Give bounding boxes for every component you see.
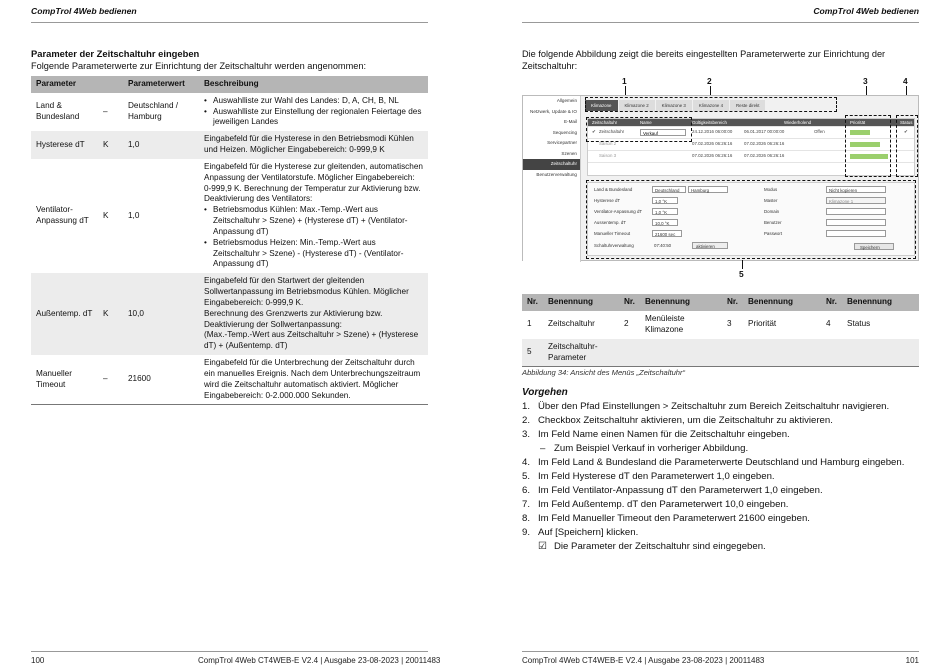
cell: 3 [727, 319, 732, 329]
step-text: Im Feld Hysterese dT den Parameterwert 1,0 eingeben. [538, 471, 775, 482]
col-name: Benennung [640, 294, 722, 311]
tab-klimazone-4[interactable]: Klimazone 4 [693, 100, 729, 111]
table-row [31, 93, 428, 131]
button-label: Speichern [860, 244, 880, 250]
settings-sidebar [523, 96, 581, 262]
desc-bullet: • Auswahlliste zur Einstellung der regionalen Feiertage des jeweiligen Landes [204, 107, 423, 129]
col-nr: Nr. [821, 294, 842, 311]
highlight-5 [586, 180, 916, 259]
desc-bullet: • Betriebsmodus Kühlen: Max.-Temp.-Wert aus Zeitschaltuhr > Szene) + (Hysterese dT) + (Ventilator-Anpassung dT) [204, 205, 423, 237]
time-value: 07:40:50 [654, 243, 672, 248]
step-number: 3. [522, 429, 531, 440]
status-check-icon: ✔ [904, 129, 908, 134]
page-header: CompTrol 4Web bedienen [813, 6, 919, 16]
cell: 4 [826, 319, 831, 329]
offen-toggle[interactable]: Offen [814, 129, 825, 134]
page-number: 100 [31, 656, 45, 665]
param-value: 21600 [123, 355, 199, 405]
table-row [31, 355, 428, 405]
param-name: Ventilator-Anpassung dT [36, 205, 89, 226]
page-number: 101 [905, 656, 919, 665]
highlight-2 [585, 97, 837, 112]
footer-rule [522, 651, 919, 652]
procedure-step [522, 498, 919, 512]
step-text: Im Feld Außentemp. dT den Parameterwert 10,0 eingeben. [538, 499, 789, 510]
tab-klimazone-2[interactable]: Klimazone 2 [619, 100, 655, 111]
check-icon[interactable]: ✔ [592, 129, 596, 134]
cell: 5 [522, 339, 543, 367]
param-value: 10,0 [123, 273, 199, 355]
procedure-step [522, 456, 919, 470]
col-name: Benennung [842, 294, 919, 311]
step-number: 5. [522, 471, 531, 482]
sidebar-item[interactable]: Netzwerk, Update & IO [530, 108, 577, 114]
cell: 2 [624, 319, 629, 329]
checkbox-icon: ☑ [538, 541, 547, 552]
highlight-3 [845, 115, 891, 177]
cell: Zeitschaltuhr-Parameter [543, 339, 619, 367]
table-row [522, 339, 919, 367]
valid-from: 24.12.2016 06:00:00 [692, 129, 733, 134]
procedure-step [522, 428, 919, 442]
col-head: Name [640, 120, 652, 125]
param-description: Eingabefeld für die Hysterese in den Betriebsmodi Kühlen und Heizen. Möglicher Eingabebereich: 0-999,9 K [199, 131, 428, 159]
input-value: 21600 sec [655, 231, 676, 237]
step-number: – [540, 443, 546, 454]
name-value: Verkauf [643, 130, 658, 136]
input-value: 10,0 °K [655, 220, 670, 226]
callout-2: 2 [707, 76, 712, 86]
sidebar-item[interactable]: Allgemein [556, 98, 577, 103]
param-value: Deutschland / Hamburg [128, 101, 179, 122]
desc-bullet: • Auswahlliste zur Wahl des Landes: D, A, CH, B, NL [204, 96, 423, 107]
procedure-step [522, 414, 919, 428]
procedure-step [522, 400, 919, 414]
step-number: 4. [522, 457, 531, 468]
select-value: Klimazone 1 [829, 198, 854, 204]
step-text: Im Feld Land & Bundesland die Parameterwerte Deutschland und Hamburg eingeben. [538, 457, 905, 468]
procedure-step [522, 484, 919, 498]
desc-text: (Max.-Temp.-Wert aus Zeitschaltuhr > Szene) + (Hysterese dT) + (Außentemp. dT) [204, 330, 419, 351]
table-header [31, 76, 428, 93]
sidebar-item[interactable]: Sequencing [552, 129, 577, 135]
select-value: Nicht kopieren [829, 187, 858, 193]
highlight-4 [896, 115, 918, 177]
timer-label: Saison 3 [599, 153, 617, 158]
col-nr: Nr. [722, 294, 743, 311]
cell: Zeitschaltuhr [548, 319, 595, 329]
param-name: Hysterese dT [31, 131, 98, 159]
button-label: aktivieren [696, 243, 715, 249]
step-number: 9. [522, 527, 531, 538]
page-header: CompTrol 4Web bedienen [31, 6, 137, 16]
field-label: Domain [764, 209, 780, 214]
procedure-step [522, 470, 919, 484]
col-head: Priorität [850, 120, 866, 125]
param-description [199, 273, 428, 355]
footer-doc: CompTrol 4Web CT4WEB-E V2.4 | Ausgabe 23-08-2023 | 20011483 [198, 656, 441, 665]
cell: Priorität [748, 319, 777, 329]
valid-to: 06.01.2017 00:00:00 [744, 129, 785, 134]
right-page [475, 0, 950, 666]
param-name: Manueller Timeout [31, 355, 98, 405]
cell: 1 [527, 319, 532, 329]
field-label: Master [764, 198, 778, 203]
col-nr: Nr. [619, 294, 640, 311]
header-rule [522, 22, 919, 23]
sidebar-item[interactable]: Servicepartner [547, 140, 577, 145]
col-head: Wiederholend [784, 120, 812, 125]
callout-line [742, 260, 743, 269]
callout-3: 3 [863, 76, 868, 86]
cell: Status [847, 319, 871, 329]
parameter-table [31, 76, 428, 405]
step-text: Im Feld Manueller Timeout den Parameterwert 21600 eingeben. [538, 513, 810, 524]
param-unit: – [103, 106, 108, 116]
step-text: Über den Pfad Einstellungen > Zeitschaltuhr zum Bereich Zeitschaltuhr navigieren. [538, 401, 890, 412]
figure-caption: Abbildung 34: Ansicht des Menüs „Zeitschaltuhr“ [522, 368, 686, 377]
desc-bullet: • Betriebsmodus Heizen: Min.-Temp.-Wert aus Zeitschaltuhr > Szene) - (Hysterese dT) - (Ventilator-Anpassung dT) [204, 238, 423, 270]
timer-label: Zeitschaltuhr [599, 129, 625, 134]
step-number: 2. [522, 415, 531, 426]
table-row [522, 311, 919, 339]
sidebar-item[interactable]: Benutzerverwaltung [536, 171, 577, 177]
intro-text: Folgende Parameterwerte zur Einrichtung der Zeitschaltuhr werden angenommen: [31, 61, 367, 71]
field-label: Passwort [764, 231, 783, 236]
param-description [199, 93, 428, 131]
step-number: 7. [522, 499, 531, 510]
param-description: Eingabefeld für die Unterbrechung der Zeitschaltuhr durch ein manuelles Ereignis. Nach dem Unterbrechungszeitraum wird die Zeitschaltuhr automatisch aktiviert. Möglicher Eingabebereich: 0-2.000.000 Sekunden. [199, 355, 428, 405]
input-value: 1,0 °K [655, 209, 668, 215]
field-label: Benutzer [764, 220, 782, 225]
table-row [31, 159, 428, 273]
intro-text: Die folgende Abbildung zeigt die bereits eingestellten Parameterwerte zur Einrichtung der Zeitschaltuhr: [522, 49, 886, 72]
timer-label: Saison 2 [599, 141, 617, 146]
param-name: Land & Bundesland [36, 101, 80, 122]
legend-table [522, 294, 919, 367]
step-text: Auf [Speichern] klicken. [538, 527, 639, 538]
param-unit: K [103, 210, 109, 220]
footer-rule [31, 651, 428, 652]
field-label: Land & Bundesland [594, 187, 633, 192]
select-value: Hamburg [691, 187, 710, 193]
step-number: 6. [522, 485, 531, 496]
procedure-heading: Vorgehen [522, 387, 568, 398]
field-label: Modus [764, 187, 778, 192]
desc-text: Eingabefeld für die Hysterese zur gleitenden, automatischen Anpassung der Ventilatorstufe. Möglicher Eingabebereich: 0-999,9 K. Berechnung der Temperatur zur Aktivierung bzw. Deaktivierung des Ventilators: [204, 161, 423, 204]
param-value: 1,0 [128, 210, 140, 220]
header-rule [31, 22, 428, 23]
step-text: Im Feld Name einen Namen für die Zeitschaltuhr eingeben. [538, 429, 790, 440]
param-unit: K [98, 131, 123, 159]
valid-to: 07.02.2026 06:26:16 [744, 141, 785, 146]
callout-5: 5 [739, 269, 744, 279]
select-value: Deutschland [655, 187, 680, 193]
param-unit: – [98, 355, 123, 405]
field-label: Hysterese dT [594, 198, 621, 203]
valid-from: 07.02.2026 06:26:16 [692, 141, 733, 146]
procedure-step [522, 526, 919, 540]
step-text: Im Feld Ventilator-Anpassung dT den Parameterwert 1,0 eingeben. [538, 485, 823, 496]
step-number: 8. [522, 513, 531, 524]
field-label: Ventilator-Anpassung dT [594, 209, 643, 214]
callout-4: 4 [903, 76, 908, 86]
desc-text: Eingabefeld für den Startwert der gleitenden Sollwertanpassung im Betriebsmodus Kühlen. Möglicher Eingabebereich: 0-999,9 K. [204, 276, 409, 307]
tab-klimazone[interactable]: Klimazone [585, 100, 618, 111]
col-head: Gültigkeitsbereich [692, 120, 727, 125]
col-head: Status [900, 120, 913, 125]
step-text: Die Parameter der Zeitschaltuhr sind eingegeben. [554, 541, 766, 552]
zeitschaltuhr-screenshot [522, 95, 919, 261]
field-label: Manueller Timeout [594, 231, 631, 236]
table-header [522, 294, 919, 311]
tab-reste[interactable]: Reste direkt [730, 100, 765, 111]
col-value: Parameterwert [123, 76, 199, 93]
procedure-step [522, 512, 919, 526]
param-value: 1,0 [123, 131, 199, 159]
step-text: Zum Beispiel Verkauf in vorheriger Abbildung. [554, 443, 749, 454]
param-unit: K [98, 273, 123, 355]
callout-1: 1 [622, 76, 627, 86]
col-name: Benennung [543, 294, 619, 311]
cell: Menüleiste Klimazone [645, 314, 685, 334]
section-heading: Parameter der Zeitschaltuhr eingeben [31, 48, 200, 59]
valid-from: 07.02.2026 06:26:16 [692, 153, 733, 158]
sidebar-item[interactable]: E-Mail [563, 119, 577, 124]
sidebar-item[interactable]: Szenen [561, 150, 577, 156]
field-label: Aussentemp. dT [594, 220, 626, 225]
param-name: Außentemp. dT [31, 273, 98, 355]
result-line [522, 540, 919, 554]
sidebar-item-active[interactable]: Zeitschaltuhr [523, 159, 580, 170]
input-value: 1,0 °K [655, 198, 668, 204]
procedure-steps [522, 400, 919, 554]
col-nr: Nr. [522, 294, 543, 311]
tab-klimazone-3[interactable]: Klimazone 3 [656, 100, 692, 111]
footer-doc: CompTrol 4Web CT4WEB-E V2.4 | Ausgabe 23-08-2023 | 20011483 [522, 656, 765, 665]
col-parameter: Parameter [31, 76, 98, 93]
valid-to: 07.02.2026 06:26:16 [744, 153, 785, 158]
desc-text: Berechnung des Grenzwerts zur Aktivierung bzw. Deaktivierung der Sollwertanpassung: [204, 308, 383, 329]
param-description [199, 159, 428, 273]
step-number: 1. [522, 401, 531, 412]
col-head: Zeitschaltuhr [592, 120, 618, 125]
col-description: Beschreibung [199, 76, 428, 93]
table-row [31, 131, 428, 159]
highlight-1 [586, 117, 692, 142]
field-label: Schaltuhrverwaltung [594, 243, 634, 248]
col-name: Benennung [743, 294, 821, 311]
table-row [31, 273, 428, 355]
step-text: Checkbox Zeitschaltuhr aktivieren, um die Zeitschaltuhr zu aktivieren. [538, 415, 833, 426]
procedure-step [522, 442, 919, 456]
